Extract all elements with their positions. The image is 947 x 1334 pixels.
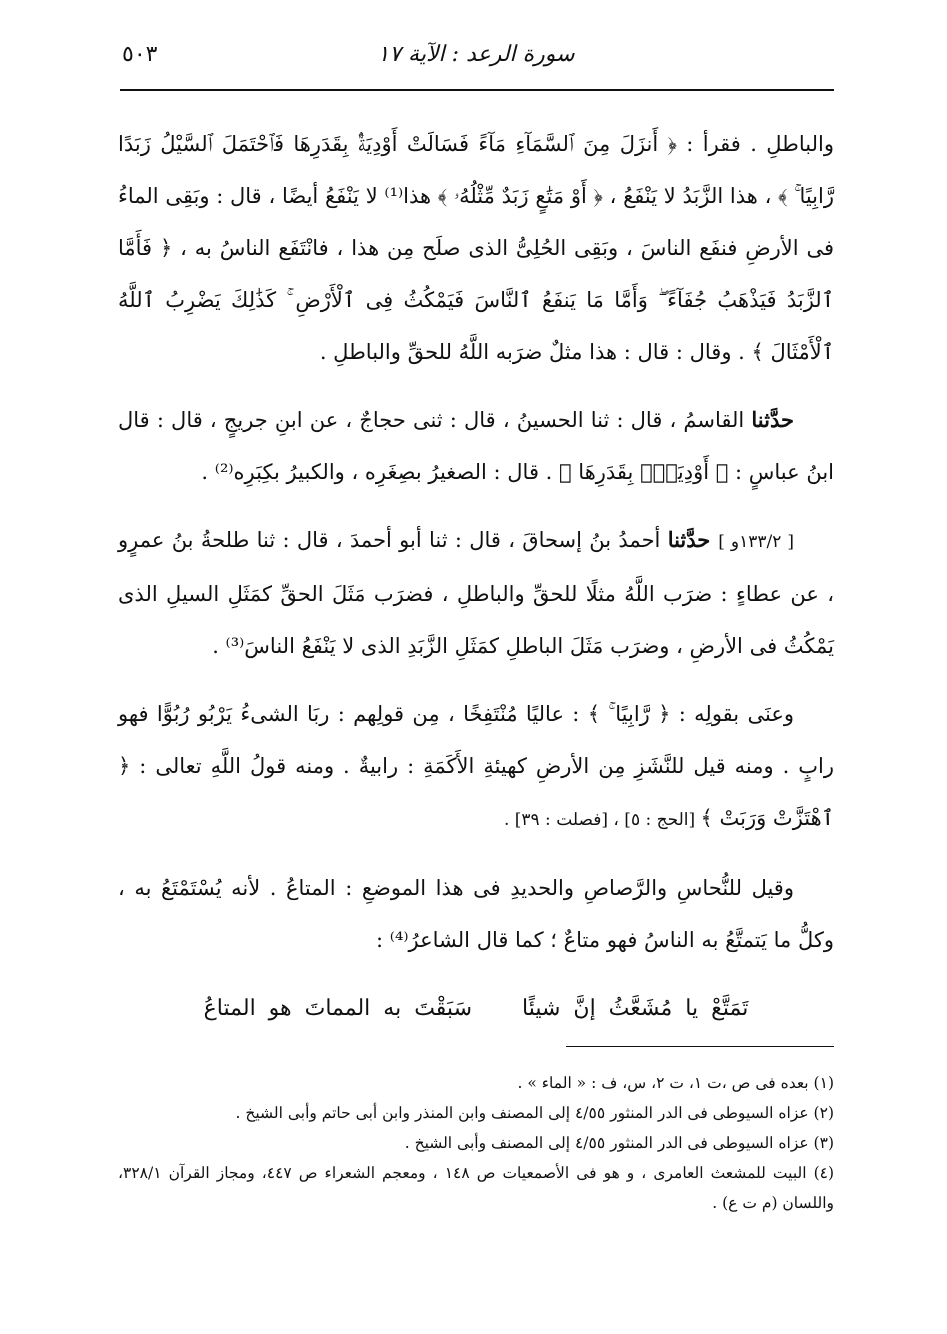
page-header <box>118 30 834 80</box>
main-text <box>118 118 834 1036</box>
footnotes <box>118 1068 834 1218</box>
footnote-1: (١) بعده فى ص ،ت ١، ت ٢، س، ف : « الماء » . <box>517 1074 834 1092</box>
paragraph-2-lead: حدَّثنا <box>751 407 794 432</box>
paragraph-3-lead: حدَّثنا <box>667 527 719 552</box>
paragraph-4-text: وعنَى بقولِه : ﴿ رَّابِيًا ۚ ﴾ : عاليًا مُنْتَفِخًا ، مِن قولِهم : ربَا الشىءُ يَرْبُو رُبُوًّا فهو رابٍ . ومنه قيل للنَّشَزِ مِن الأرضِ كهيئةِ الأَكَمَةِ : رابيةٌ . ومنه قولُ اللَّهِ تعالى : ﴿ ٱهْتَزَّتْ وَرَبَتْ ﴾ <box>118 702 834 830</box>
paragraph-5-text: وقيل للنُّحاسِ والرَّصاصِ والحديدِ فى هذا الموضعِ : المتاعُ . لأنه يُسْتَمْتَعُ به ، وكلُّ ما يَتمتَّعُ به الناسُ فهو متاعٌ ؛ كما قال الشاعرُ⁽⁴⁾ : <box>118 876 834 952</box>
paragraph-3-manuscript-ref: [ ١٣٣/٢و ] <box>718 532 794 552</box>
verse-first-hemistich: تَمَتَّعْ يا مُشَعَّثُ إنَّ شيئًا <box>522 996 749 1021</box>
paragraph-1-text: والباطلِ . فقرأ : ﴿ أَنزَلَ مِنَ ٱلسَّمَآءِ مَآءً فَسَالَتْ أَوْدِيَةٌۢ بِقَدَرِهَا فَٱحْتَمَلَ ٱلسَّيْلُ زَبَدًا رَّابِيًا ۚ ﴾ ، هذا الزَّبَدُ لا يَنْفَعُ ، ﴿ أَوْ مَتَٰعٍ زَبَدٌ مِّثْلُهُۥ ﴾ هذا⁽¹⁾ لا يَنْفَعُ أيضًا ، قال : وبَقِى الماءُ فى الأرضِ فنفَع الناسَ ، وبَقِى الحُلِىُّ الذى صلَح مِن هذا ، فانْتَفَع الناسُ به ، ﴿ فَأَمَّا ٱلزَّبَدُ فَيَذْهَبُ جُفَآءً ۖ وَأَمَّا مَا يَنفَعُ ٱلنَّاسَ فَيَمْكُثُ فِى ٱلْأَرْضِ ۚ كَذَٰلِكَ يَضْرِبُ ٱللَّهُ ٱلْأَمْثَالَ ﴾ . وقال : قال : هذا مثلٌ ضرَبه اللَّهُ للحقِّ والباطلِ . <box>118 132 834 364</box>
paragraph-2 <box>118 394 834 498</box>
paragraph-1 <box>118 118 834 378</box>
poetry-verse <box>118 982 834 1036</box>
paragraph-3-text: أحمدُ بنُ إسحاقَ ، قال : ثنا أبو أحمدَ ، قال : ثنا طلحةُ بنُ عمرٍو ، عن عطاءٍ : ضرَب اللَّهُ مثلًا للحقِّ والباطلِ ، فضرَب مَثَلَ الحقِّ كمَثَلِ السيلِ الذى يَمْكُثُ فى الأرضِ ، وضرَب مَثَلَ الباطلِ كمَثَلِ الزَّبَدِ الذى لا يَنْفَعُ الناسَ⁽³⁾ . <box>118 528 834 658</box>
footnote-3: (٣) عزاه السيوطى فى الدر المنثور ٤/٥٥ إلى المصنف وأبى الشيخ . <box>404 1134 834 1152</box>
running-title: سورة الرعد : الآية ١٧ <box>377 42 575 67</box>
footnote-divider <box>566 1046 834 1047</box>
footnote-4: (٤) البيت للمشعث العامرى ، و هو فى الأصمعيات ص ١٤٨ ، ومعجم الشعراء ص ٤٤٧، ومجاز القرآن ٣٢٨/١، واللسان (م ت ع) . <box>118 1164 835 1212</box>
paragraph-5 <box>118 862 834 966</box>
paragraph-4-quran-ref: [الحج : ٥] ، [فصلت : ٣٩] . <box>503 810 701 830</box>
footnote-2: (٢) عزاه السيوطى فى الدر المنثور ٤/٥٥ إلى المصنف وابن المنذر وابن أبى حاتم وأبى الشيخ . <box>235 1104 834 1122</box>
paragraph-2-text: القاسمُ ، قال : ثنا الحسينُ ، قال : ثنى حجاجٌ ، عن ابنِ جريجٍ ، قال : قال ابنُ عباسٍ : ﴿ أَوْدِيَةٌۢ بِقَدَرِهَا ﴾ . قال : الصغيرُ بصِغَرِه ، والكبيرُ بكِبَرِه⁽²⁾ . <box>118 408 834 484</box>
paragraph-4 <box>118 688 834 846</box>
header-divider <box>120 89 834 91</box>
verse-second-hemistich: سَبَقْتَ به المماتَ هو المتاعُ <box>203 996 473 1021</box>
paragraph-3 <box>118 514 834 672</box>
page-number: ٥٠٣ <box>122 42 158 67</box>
